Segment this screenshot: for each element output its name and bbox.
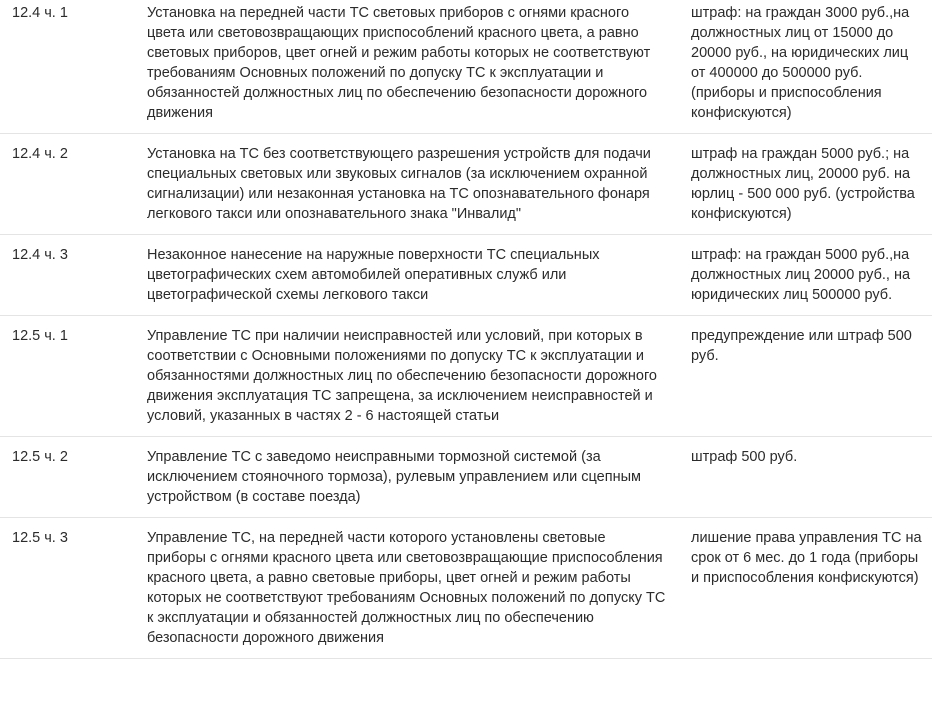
table-row (0, 0, 932, 134)
penalty-cell: лишение права управления ТС на срок от 6 мес. до 1 года (приборы и приспособления конфискуются) (691, 530, 922, 586)
article-cell: 12.5 ч. 1 (12, 328, 68, 344)
violation-description-cell: Установка на передней части ТС световых приборов с огнями красного цвета или световозвращающих приспособлений красного цвета, а равно световых приборов, цвет огней и режим работы которых не соответствуют требованиям Основных положений по допуску ТС к эксплуатации и обязанностей должностных лиц по обеспечению безопасности дорожного движения (147, 5, 651, 121)
violation-description-cell: Управление ТС с заведомо неисправными тормозной системой (за исключением стояночного тормоза), рулевым управлением или сцепным устройством (в составе поезда) (147, 449, 641, 505)
penalty-cell: штраф на граждан 5000 руб.; на должностных лиц, 20000 руб. на юрлиц - 500 000 руб. (устройства конфискуются) (691, 146, 915, 222)
penalty-cell: штраф: на граждан 3000 руб.,на должностных лиц от 15000 до 20000 руб., на юридических лиц от 400000 до 500000 руб. (приборы и приспособления конфискуются) (691, 5, 910, 121)
table-row (0, 316, 932, 437)
article-cell: 12.4 ч. 2 (12, 146, 68, 162)
article-cell: 12.4 ч. 1 (12, 5, 68, 21)
table-row (0, 437, 932, 518)
violation-description-cell: Незаконное нанесение на наружные поверхности ТС специальных цветографических схем автомобилей оперативных служб или цветографической схемы легкового такси (147, 247, 600, 303)
article-cell: 12.5 ч. 3 (12, 530, 68, 546)
violation-description-cell: Установка на ТС без соответствующего разрешения устройств для подачи специальных световых или звуковых сигналов (за исключением охранной сигнализации) или незаконная установка на ТС опознавательного фонаря легкового такси или опознавательного знака "Инвалид" (147, 146, 651, 222)
table-row (0, 518, 932, 659)
penalty-cell: штраф 500 руб. (691, 449, 798, 465)
table-row (0, 134, 932, 235)
violation-description-cell: Управление ТС, на передней части которого установлены световые приборы с огнями красного цвета или световозвращающие приспособления красного цвета, а равно световые приборы, цвет огней и режим работы которых не соответствуют требованиям Основных положений по допуску ТС к эксплуатации и обязанностей должностных лиц по обеспечению безопасности дорожного движения (147, 530, 666, 646)
penalty-cell: предупреждение или штраф 500 руб. (691, 328, 912, 364)
table-row (0, 235, 932, 316)
penalty-cell: штраф: на граждан 5000 руб.,на должностных лиц 20000 руб., на юридических лиц 500000 руб. (691, 247, 911, 303)
article-cell: 12.4 ч. 3 (12, 247, 68, 263)
article-cell: 12.5 ч. 2 (12, 449, 68, 465)
violation-description-cell: Управление ТС при наличии неисправностей или условий, при которых в соответствии с Основными положениями по допуску ТС к эксплуатации и обязанностями должностных лиц по обеспечению безопасности дорожного движения эксплуатация ТС запрещена, за исключением неисправностей и условий, указанных в частях 2 - 6 настоящей статьи (147, 328, 657, 424)
